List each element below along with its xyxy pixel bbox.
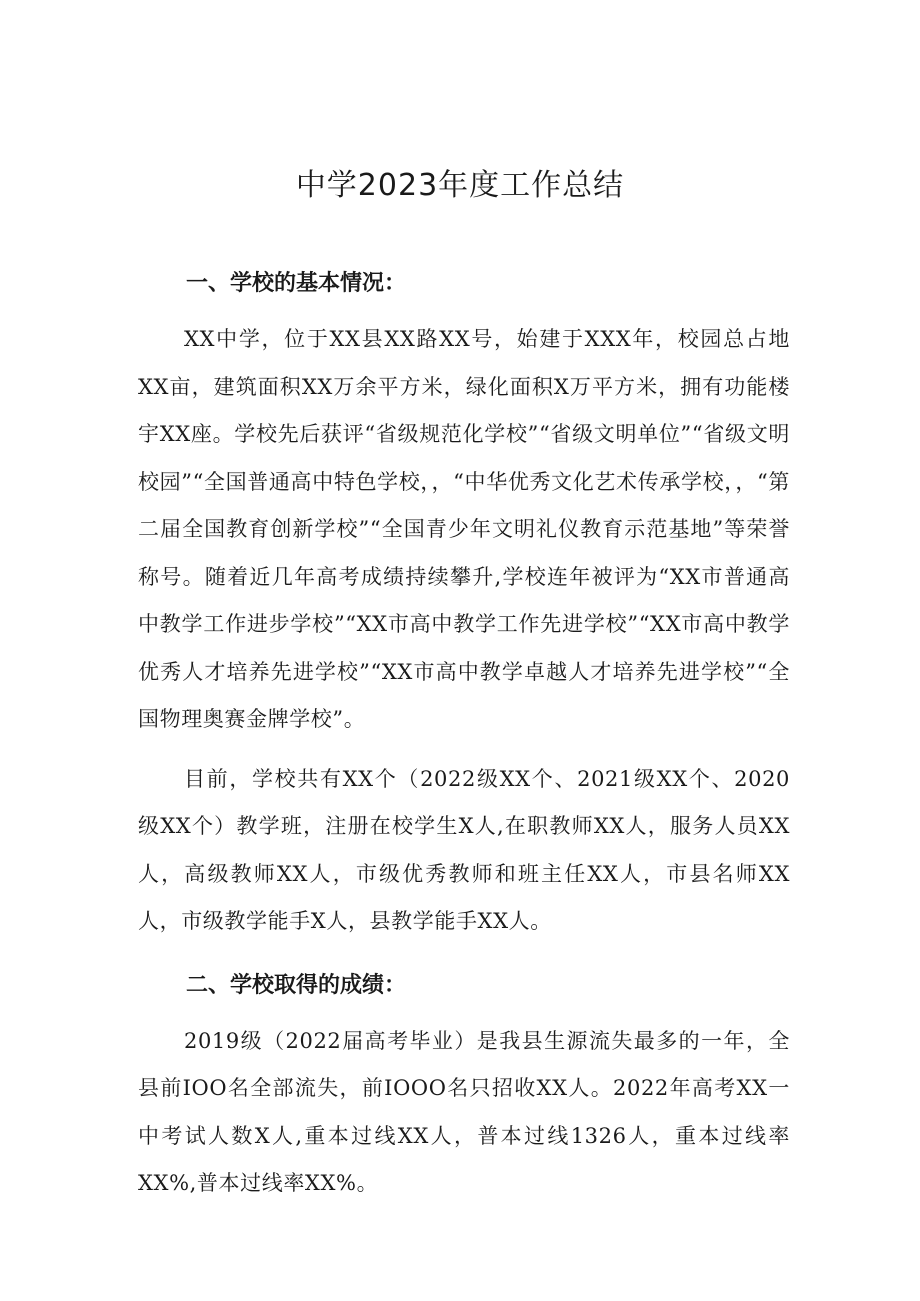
- spacer: [138, 306, 790, 316]
- paragraph-school-overview: XX中学，位于XX县XX路XX号，始建于XXX年，校园总占地XX亩，建筑面积XX万余平方米，绿化面积X万平方米，拥有功能楼宇XX座。学校先后获评“省级规范化学校”“省级文明单位”“省级文明校园”“全国普通高中特色学校，，“中华优秀文化艺术传承学校，，“第二届全国教育创新学校”“全国青少年文明礼仪教育示范基地”等荣誉称号。随着近几年高考成绩持续攀升,学校连年被评为“XX市普通高中教学工作进步学校”“XX市高中教学工作先进学校”“XX市高中教学优秀人才培养先进学校”“XX市高中教学卓越人才培养先进学校”“全国物理奥赛金牌学校”。: [138, 327, 790, 731]
- paragraph-school-scale: 目前，学校共有XX个（2022级XX个、2021级XX个、2020级XX个）教学班，注册在校学生X人,在职教师XX人，服务人员XX人，高级教师XX人，市级优秀教师和班主任XX人，市县名师XX人，市级教学能手X人，县教学能手XX人。: [138, 766, 790, 933]
- spacer: [138, 1008, 790, 1018]
- section-heading-basic-info: 一、学校的基本情况：: [186, 271, 407, 296]
- spacer: [138, 946, 790, 964]
- document-title: 中学2023年度工作总结: [295, 168, 625, 203]
- spacer: [138, 744, 790, 756]
- section-heading-achievements: 二、学校取得的成绩：: [186, 972, 407, 998]
- document-body: [138, 262, 790, 1208]
- paragraph-exam-results: 2019级（2022届高考毕业）是我县生源流失最多的一年，全县前IOO名全部流失，前IOOO名只招收XX人。2022年高考XX一中考试人数X人,重本过线XX人，普本过线1326人，重本过线率XX%,普本过线率XX%。: [138, 1028, 790, 1195]
